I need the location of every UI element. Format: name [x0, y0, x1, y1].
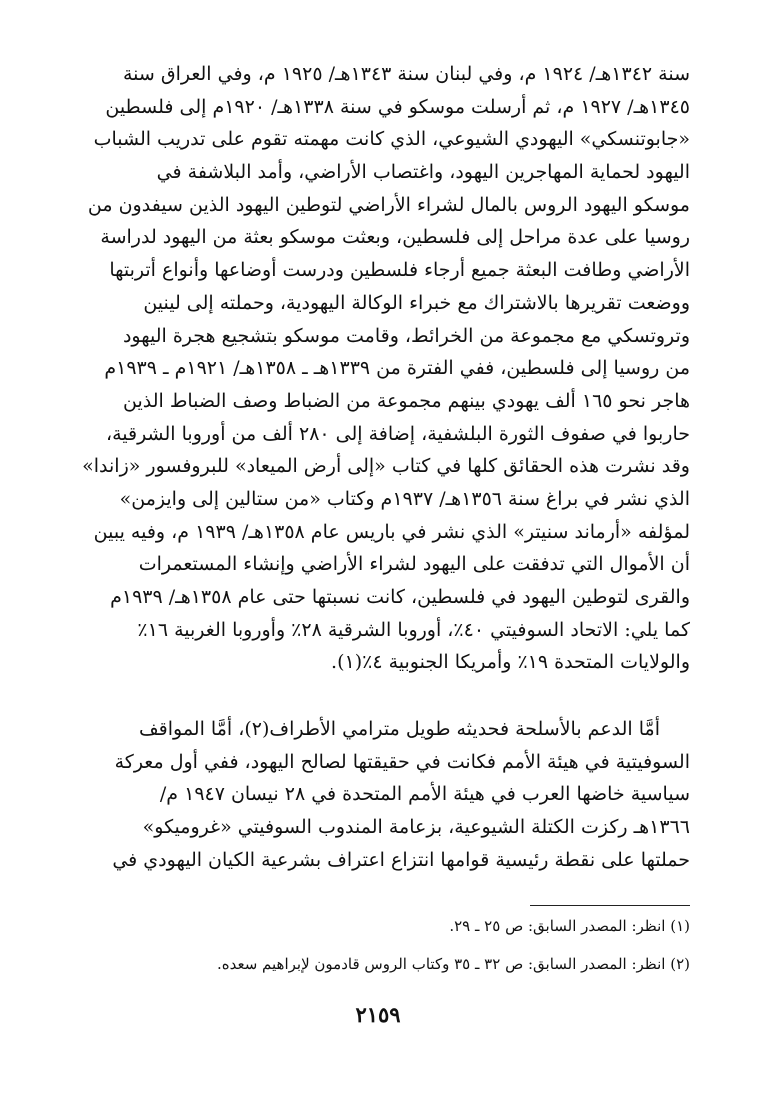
- text-line: والقرى لتوطين اليهود في فلسطين، كانت نسبتها حتى عام ١٣٥٨هـ/ ١٩٣٩م: [110, 586, 690, 608]
- text-line: ١٣٤٥هـ/ ١٩٢٧ م، ثم أرسلت موسكو في سنة ١٣٣٨هـ/ ١٩٢٠م إلى فلسطين: [105, 95, 690, 118]
- text-line: حاربوا في صفوف الثورة البلشفية، إضافة إلى ٢٨٠ ألف من أوروبا الشرقية،: [105, 422, 690, 445]
- text-line: هاجر نحو ١٦٥ ألف يهودي بينهم مجموعة من الضباط وصف الضباط الذين: [122, 389, 690, 412]
- paragraph-2: [70, 713, 690, 876]
- text-line: سنة ١٣٤٢هـ/ ١٩٢٤ م، وفي لبنان سنة ١٣٤٣هـ/ ١٩٢٥ م، وفي العراق سنة: [122, 63, 690, 85]
- text-line: موسكو اليهود الروس بالمال لشراء الأراضي لتوطين اليهود الذين سيفدون من: [87, 193, 690, 216]
- text-line: سياسية خاضها العرب في هيئة الأمم المتحدة في ٢٨ نيسان ١٩٤٧ م/: [159, 783, 690, 806]
- paragraph-1: [70, 58, 690, 679]
- text-line: والولايات المتحدة ١٩٪ وأمريكا الجنوبية ٤٪(١).: [331, 651, 690, 674]
- footnote-2: (٢) انظر: المصدر السابق: ص ٣٢ ـ ٣٥ وكتاب الروس قادمون لإبراهيم سعده.: [216, 955, 690, 973]
- text-line: أمَّا الدعم بالأسلحة فحديثه طويل مترامي الأطراف(٢)، أمَّا المواقف: [138, 718, 660, 740]
- footnote-1: (١) انظر: المصدر السابق: ص ٢٥ ـ ٢٩.: [449, 917, 690, 935]
- footnotes: [70, 917, 690, 993]
- text-line: وتروتسكي مع مجموعة من الخرائط، وقامت موسكو بتشجيع هجرة اليهود: [122, 324, 690, 347]
- text-line: ١٣٦٦هـ ركزت الكتلة الشيوعية، بزعامة المندوب السوفيتي «غروميكو»: [142, 816, 690, 839]
- text-line: من روسيا إلى فلسطين، ففي الفترة من ١٣٣٩هـ ـ ١٣٥٨هـ/ ١٩٢١م ـ ١٩٣٩م: [104, 357, 690, 380]
- text-line: أن الأموال التي تدفقت على اليهود لشراء الأراضي وإنشاء المستعمرات: [138, 553, 690, 576]
- text-line: كما يلي: الاتحاد السوفيتي ٤٠٪، أوروبا الشرقية ٢٨٪ وأوروبا الغربية ١٦٪: [137, 618, 690, 641]
- text-line: السوفيتية في هيئة الأمم فكانت في حقيقتها لصالح اليهود، ففي أول معركة: [114, 750, 690, 773]
- text-line: حملتها على نقطة رئيسية قوامها انتزاع اعتراف بشرعية الكيان اليهودي في: [112, 848, 690, 871]
- page-number: ٢١٥٩: [355, 1002, 401, 1027]
- text-line: الذي نشر في براغ سنة ١٣٥٦هـ/ ١٩٣٧م وكتاب «من ستالين إلى وايزمن»: [119, 487, 690, 510]
- text-line: لمؤلفه «أرماند سنيتر» الذي نشر في باريس عام ١٣٥٨هـ/ ١٩٣٩ م، وفيه يبين: [93, 520, 690, 543]
- text-line: روسيا على عدة مراحل إلى فلسطين، وبعثت موسكو بعثة من اليهود لدراسة: [100, 226, 690, 249]
- text-line: «جابوتنسكي» اليهودي الشيوعي، الذي كانت مهمته تقوم على تدريب الشباب: [93, 128, 690, 151]
- footnote-divider: [530, 905, 690, 906]
- text-line: الأراضي وطافت البعثة جميع أرجاء فلسطين ودرست أوضاعها وأنواع أتربتها: [109, 259, 690, 282]
- text-line: ووضعت تقريرها بالاشتراك مع خبراء الوكالة اليهودية، وحملته إلى لينين: [143, 291, 690, 314]
- text-line: اليهود لحماية المهاجرين اليهود، واغتصاب الأراضي، وأمد البلاشفة في: [156, 161, 690, 184]
- text-line: وقد نشرت هذه الحقائق كلها في كتاب «إلى أرض الميعاد» للبروفسور «زاندا»: [82, 455, 690, 478]
